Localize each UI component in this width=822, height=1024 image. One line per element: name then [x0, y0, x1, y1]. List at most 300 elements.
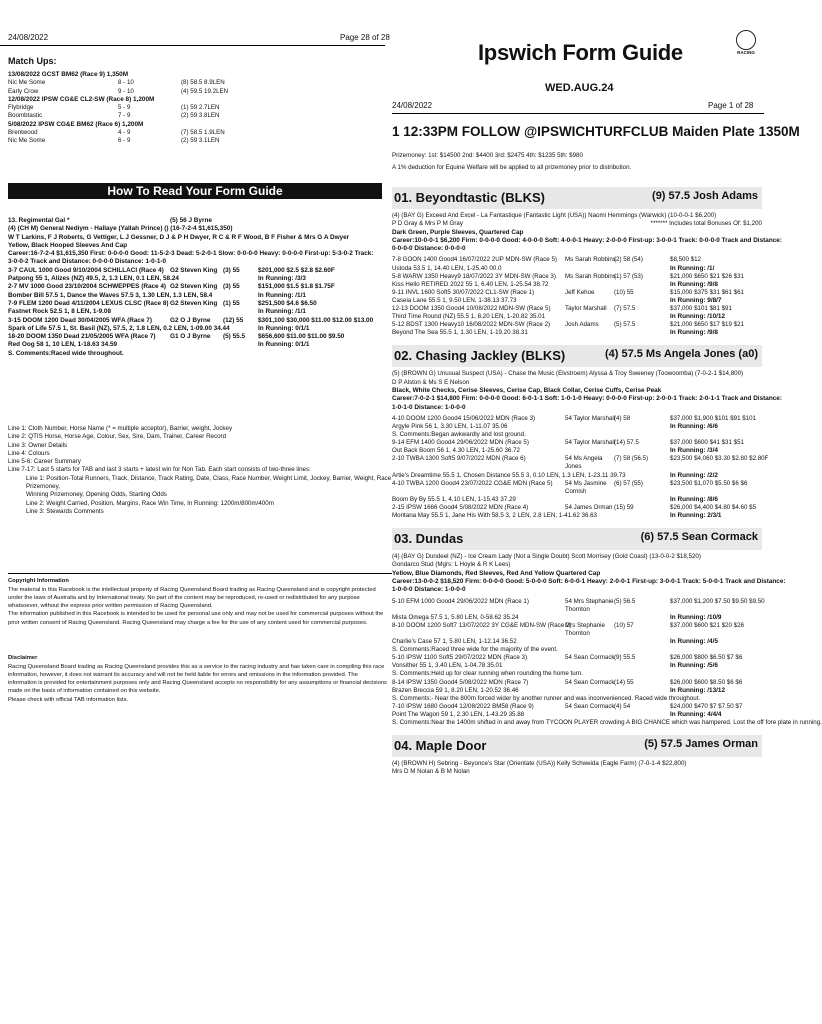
disclaimer-section — [8, 655, 388, 704]
example-start-barrier: (3) 55 — [223, 266, 240, 274]
race-day: WED.AUG.24 — [545, 82, 614, 94]
example-line-text: Red Oog 58 1, 10 LEN, 1-18.63 34.59 — [8, 341, 118, 349]
example-line — [8, 217, 382, 225]
form-line — [392, 654, 762, 662]
legend-line: Line 2: QTIS Horse, Horse Age, Colour, Sex, Sire, Dam, Trainer, Career Record — [8, 433, 227, 441]
horse-jockey: (4) 57.5 Ms Angela Jones (a0) — [604, 348, 758, 361]
match-up-horse: Brentwood — [8, 129, 38, 137]
example-line — [8, 292, 382, 300]
form-line-text: 9-14 EFM 1400 Good4 29/06/2022 MDN (Race 5) — [392, 439, 529, 447]
horse-body — [392, 553, 822, 727]
form-line — [392, 597, 765, 606]
horse-info-text: Gondarco Stud (Mgrs: L Hoyle & R K Lees) — [392, 561, 511, 569]
form-prize: In Running: /13/12 — [670, 686, 726, 694]
copyright-divider — [8, 573, 392, 574]
form-line — [392, 265, 762, 273]
form-prize: $21,000 $650 $21 $26 $31 — [670, 272, 744, 280]
example-line — [8, 308, 382, 316]
horse-info-text: Career:7-0-2-1 $14,800 Firm: 0-0-0-0 Good: 6-0-1-1 Soft: 1-0-1-0 Heavy: 0-0-0-0 First-up: 2-0-0-1 Track: 2-0-1-1 Track and Distance: — [392, 395, 782, 403]
form-prize: In Running: /6/6 — [670, 423, 718, 430]
header-date: 24/08/2022 — [8, 33, 49, 42]
form-barrier: (14) 57.5 — [614, 439, 639, 447]
form-jockey: 54 James Orman — [565, 503, 613, 511]
horse-info-line — [392, 578, 786, 586]
guide-divider — [392, 113, 764, 114]
example-start-prize: $201,000 $2.5 $2.8 $2.60F — [258, 266, 335, 274]
horse-info-text: Career:13-0-0-2 $18,520 Firm: 0-0-0-0 Good: 5-0-0-0 Soft: 6-0-0-1 Heavy: 2-0-0-1 First-up: 3-0-0-1 Track: 5-0-0-1 Track and Distance: — [392, 578, 786, 586]
disclaimer-title: Disclaimer — [8, 655, 38, 661]
form-line-text: S. Comments:Held up for clear running when rounding the home turn. — [392, 670, 583, 678]
example-jockey: (5) 56 J Byrne — [170, 217, 212, 224]
example-start-prize: $301,100 $30,000 $11.00 $12.00 $13.00 — [258, 316, 374, 324]
horse-body — [392, 212, 782, 337]
form-prize: In Running: 9/8/7 — [670, 296, 722, 304]
form-line — [392, 472, 762, 480]
racing-logo — [726, 30, 766, 55]
form-prize: $26,000 $600 $8.50 $6 $6 — [670, 678, 743, 686]
form-line — [392, 679, 762, 687]
form-prize: $37,000 $1,900 $101 $91 $101 — [670, 414, 757, 422]
form-line — [392, 313, 762, 321]
example-start-prize: In Running: 0/1/1 — [258, 324, 310, 332]
form-line-text: Artie's Dreamtime 55.5 1, Chosen Distance 55.5 3, 0.10 LEN, 1.3 LEN, 1-23.11 39.73 — [392, 471, 626, 479]
match-ups-title: Match Ups: — [8, 56, 57, 66]
form-prize: $26,000 $800 $6.50 $7 $6 — [670, 654, 743, 662]
example-line-text: 13. Regimental Gal * — [8, 217, 70, 224]
form-jockey: Jones — [565, 463, 582, 471]
copyright-title: Copyright Information — [8, 578, 69, 584]
copyright-section — [8, 578, 388, 627]
match-up-horse: Early Crow — [8, 87, 39, 95]
horse-name: 01. Beyondtastic (BLKS) — [394, 190, 545, 205]
form-barrier: (1) 57 (53) — [614, 272, 643, 280]
example-line-text: Career:16-7-2-4 $1,615,350 First: 0-0-0-0 Good: 11-5-2-3 Dead: 5-2-0-1 Slow: 0-0-0-0 Heavy: 0-0-0-0 First-up: 5-3-0-2 Track: — [8, 250, 374, 258]
form-line — [392, 297, 762, 305]
example-line-text: Patpong 55 1, Alizes (NZ) 49.5, 2, 1.3 LEN, 0.1 LEN, 58.24 — [8, 275, 179, 283]
form-prize: $37,000 $600 $41 $31 $51 — [670, 439, 744, 447]
form-jockey: Jeff Kehoe — [565, 288, 595, 296]
form-line — [392, 281, 762, 289]
form-barrier: (5) 56.5 — [614, 597, 636, 605]
legend-line: Line 7-17: Last 5 starts for TAB and last 3 starts + latest win for Non Tab. Each start consists of two-three lines: — [8, 466, 311, 474]
example-line — [8, 300, 382, 308]
form-prize: $37,000 $600 $21 $20 $26 — [670, 621, 744, 629]
match-up-result: (4) 59.5 19.2LEN — [181, 87, 229, 95]
form-line-text: Out Back Boom 56 1, 4.30 LEN, 1-25.60 36.72 — [392, 447, 520, 455]
horse-info-text: Mrs D M Nolan & B M Nolan — [392, 768, 470, 776]
how-to-read-banner: How To Read Your Form Guide — [8, 183, 382, 199]
form-line — [392, 646, 762, 654]
copyright-text-2: The information published in this Racebook is intended to be used for personal use only and may not be used for commercial purposes without the prior written consent of Racing Queensland. Racing Queensland may charge a fee for the use of any content used for commercial purposes. — [8, 611, 384, 626]
match-up-row — [8, 112, 382, 120]
form-prize: In Running: /3/4 — [670, 447, 718, 455]
form-jockey: 54 Sean Cormack — [565, 702, 615, 710]
form-line — [392, 695, 762, 703]
form-line-text: Caseia Lane 55.5 1, 9.50 LEN, 1-38.13 37.73 — [392, 296, 517, 304]
form-line — [392, 703, 762, 711]
form-line-text: 7-10 IPSW 1680 Good4 12/08/2022 BM58 (Race 9) — [392, 702, 534, 710]
form-line-text: 4-10 TWBA 1200 Good4 23/07/2022 CG&E MDN (Race 5) — [392, 479, 553, 487]
form-line-text: Ustoda 53.5 1, 14.40 LEN, 1-25.40 00.0 — [392, 264, 502, 272]
form-prize: In Running: 4/4/4 — [670, 710, 722, 718]
form-barrier: (15) 59 — [614, 503, 634, 511]
match-ups-section — [8, 55, 382, 146]
horse-info-line — [392, 395, 782, 403]
example-line — [8, 325, 382, 333]
example-line-text: Fastnet Rock 52.5 1, 8 LEN, 1-9.08 — [8, 308, 112, 316]
match-up-score: 9 - 10 — [118, 87, 134, 95]
form-prize: In Running: /9/8 — [670, 280, 718, 288]
match-up-row — [8, 137, 382, 145]
form-line-text: S. Comments:Began awkwardly and lost ground. — [392, 431, 526, 439]
form-line — [392, 711, 762, 719]
form-line — [392, 447, 762, 455]
form-line — [392, 504, 762, 512]
form-line — [392, 614, 762, 622]
form-prize: In Running: /2/2 — [670, 471, 718, 479]
example-start-prize: $656,600 $11.00 $11.00 $9.50 — [258, 333, 345, 341]
form-line-text: Montana May 55.5 1, Jane His With 58.5 3, 2 LEN, 2.8 LEN, 1-41.62 36.63 — [392, 512, 597, 520]
prizemoney: Prizemoney: 1st: $14500 2nd: $4400 3rd: $2475 4th: $1235 5th: $980 — [392, 152, 583, 159]
example-start-prize: $151,000 $1.5 $1.8 $1.75F — [258, 283, 335, 291]
example-line — [8, 283, 382, 291]
form-line-text: 9-11 INVL 1600 Soft5 30/07/2022 CL1-SW (Race 1) — [392, 288, 535, 296]
form-barrier: (4) 54 — [614, 702, 631, 710]
horse-info-line — [392, 404, 762, 412]
example-start-prize: In Running: /1/1 — [258, 291, 306, 299]
example-line-text: 7-9 FLEM 1200 Dead 4/11/2004 LEXUS CLSC (Race 8) — [8, 299, 169, 307]
horse-info-line — [392, 220, 762, 228]
example-line-text: 2-7 MV 1000 Good 23/10/2004 SCHWEPPES (Race 4) — [8, 283, 167, 291]
legend-line: Line 1: Position-Total Runners, Track, Distance, Track Rating, Date, Class, Race Number, Weight Limit, Jockey, Barrier, Weight, Race Prizemoney, — [26, 474, 392, 491]
form-line — [392, 321, 762, 329]
form-line-text: Argyle Pink 56 1, 3.30 LEN, 1-11.07 35.06 — [392, 423, 508, 430]
example-start-jockey: G2 Steven King — [170, 299, 218, 307]
horse-info-line — [392, 760, 762, 768]
horse-info-line — [392, 553, 762, 561]
example-start-barrier: (5) 55.5 — [223, 333, 246, 341]
horse-entry — [392, 345, 782, 520]
form-line — [392, 273, 762, 281]
match-up-horse: Boombtastic — [8, 112, 43, 120]
horse-jockey: (6) 57.5 Sean Cormack — [640, 531, 758, 544]
horse-info-text: (4) (BROWN H) Sebring - Beyonce's Star (Orientate (USA)) Kelly Schweida (Eagle Farm) (7-0-1-4 $22,800) — [392, 760, 687, 768]
form-line-text: 4-10 DOOM 1200 Good4 15/06/2022 MDN (Race 3) — [392, 414, 536, 422]
form-line — [392, 305, 762, 313]
match-up-result: (7) 58.5 1.9LEN — [181, 129, 225, 137]
horse-entry — [392, 735, 762, 777]
form-line-text: 5-8 WARW 1350 Heavy9 18/07/2022 3Y MDN-SW (Race 3) — [392, 272, 556, 280]
form-line-text: Beyond The Sea 55.5 1, 1.30 LEN, 1-19.20 38.31 — [392, 329, 528, 337]
horse-info-text: (4) (BAY G) Exceed And Excel - La Fantastique (Fantastic Light (USA)) Naomi Hemmings (Warwick) (10-0-0-1 $6,200) — [392, 212, 717, 219]
horse-info-line — [392, 245, 762, 253]
form-line — [392, 638, 762, 646]
horse-info-line — [392, 229, 762, 237]
example-line-text: S. Comments:Raced wide throughout. — [8, 349, 124, 357]
form-line-text: Mista Omega 57.5 1, 5.80 LEN, 0-58.62 35.24 — [392, 613, 519, 621]
form-line — [392, 687, 762, 695]
example-line-text: W T Larkins, F J Roberts, G Vettiger, L J Gessner, D J & P H Dwyer, R C & R F Wood, B F Fisher & Mrs G A Dwyer — [8, 233, 350, 241]
header-page-number: Page 28 of 28 — [340, 33, 390, 42]
match-up-result: (1) 59 2.7LEN — [181, 104, 220, 112]
form-line-text: 12-13 DOOM 1350 Good4 10/08/2022 MDN-SW (Race 5) — [392, 305, 551, 313]
form-prize: $23,500 $1,070 $5.50 $6 $6 — [670, 479, 748, 487]
legend-line: Line 4: Colours — [8, 449, 50, 457]
disclaimer-text: Racing Queensland Board trading as Racing Queensland provides this as a service to the racing industry and has taken care in compiling this race information, however, it does not warrant its accuracy and will not be held liable for errors and omissions in the information provided. The information is provided for entertainment purposes only and Racing Queensland accepts no responsibility for any assumptions or financial decisions made on the basis of information contained on this website. — [8, 663, 387, 695]
form-prize: $26,000 $4,400 $4.80 $4.60 $5 — [670, 503, 757, 511]
example-start-prize: In Running: /1/1 — [258, 308, 306, 316]
guide-date: 24/08/2022 — [392, 101, 433, 110]
example-start-prize: In Running: /3/3 — [258, 275, 306, 283]
form-prize: $21,000 $650 $17 $19 $21 — [670, 321, 744, 329]
horse-header — [392, 528, 762, 550]
horse-info-line — [392, 379, 762, 387]
legend-line: Line 2: Weight Carried, Position, Margins, Race Win Time, In Running: 1200m/800m/400m — [26, 499, 274, 507]
legend-line: Line 3: Stewards Comments — [26, 507, 104, 515]
form-prize: In Running: 2/3/1 — [670, 512, 722, 520]
match-up-result: (8) 58.5 8.9LEN — [181, 79, 225, 87]
form-line-text: 7-8 GOON 1400 Good4 16/07/2022 2UP MDN-SW (Race 5) — [392, 256, 557, 264]
horse-info-line — [392, 387, 762, 395]
example-start-barrier: (12) 55 — [223, 316, 244, 324]
form-barrier: (4) 58 — [614, 414, 631, 422]
form-line-text: Brazen Breccia 59 1, 8.20 LEN, 1-20.52 36.46 — [392, 686, 519, 694]
match-up-result: (2) 59 3.8LEN — [181, 112, 220, 120]
form-barrier: (6) 57 (55) — [614, 479, 643, 487]
race-title: 1 12:33PM FOLLOW @IPSWICHTURFCLUB Maiden Plate 1350M — [392, 124, 800, 139]
how-to-legend — [8, 425, 392, 516]
horse-header — [392, 735, 762, 757]
horse-info-text: (5) (BROWN G) Unusual Suspect (USA) - Chase the Music (Elvstroem) Alyssa & Troy Sweeney (Toowoomba) (7-0-2-1 $14,800) — [392, 370, 744, 378]
form-line-text: S. Comments:Near the 1400m shifted in and away from TYCOON PLAYER crowding A BIG CHANCE which was hampered. Lost the off fore plate in running. — [392, 719, 822, 727]
form-prize: In Running: /9/8 — [670, 329, 718, 337]
form-line — [392, 329, 762, 337]
form-barrier: (7) 57.5 — [614, 305, 636, 313]
form-line-text: Charlie's Case 57 1, 5.80 LEN, 1-12.14 36.52 — [392, 638, 517, 646]
form-prize: In Running: /8/6 — [670, 495, 718, 503]
form-line — [392, 289, 762, 297]
example-line — [8, 275, 382, 283]
form-barrier: (10) 57 — [614, 621, 634, 629]
form-jockey: 54 Taylor Marshall — [565, 414, 616, 422]
form-barrier: (2) 58 (54) — [614, 256, 643, 264]
match-up-score: 7 - 9 — [118, 112, 131, 120]
horse-info-line — [392, 370, 762, 378]
legend-line: Line 1: Cloth Number, Horse Name (* = multiple acceptor), Barrier, weight, Jockey — [8, 425, 233, 432]
horse-info-line — [392, 586, 762, 594]
example-start-jockey: G1 O J Byrne — [170, 333, 211, 341]
example-start-barrier: (1) 55 — [223, 299, 240, 307]
form-line-text: 5-10 IPSW 1100 Soft5 29/07/2022 MDN (Race 3) — [392, 654, 528, 662]
horse-info-line — [392, 768, 762, 776]
example-line-text: 3-0-0-2 Track and Distance: 0-0-0-0 Distance: 1-0-1-0 — [8, 258, 167, 266]
example-start-jockey: G2 Steven King — [170, 266, 218, 274]
match-up-race: 12/08/2022 IPSW CG&E CL2-SW (Race 8) 1,200M — [8, 95, 155, 103]
match-up-race: 5/08/2022 IPSW CG&E BM62 (Race 6) 1,200M — [8, 120, 144, 128]
form-jockey: 54 Sean Cormack — [565, 678, 615, 686]
form-jockey: Mrs Stephanie — [565, 621, 605, 629]
racing-logo-text: RACING — [737, 50, 755, 55]
horse-header — [392, 345, 762, 367]
legend-line: Winning Prizemoney, Opening Odds, Starting Odds — [26, 491, 167, 499]
form-prize: $37,000 $1,200 $7.50 $9.50 $9.50 — [670, 597, 765, 605]
horse-info-text: Black, White Checks, Cerise Sleeves, Cerise Cap, Black Collar, Cerise Cuffs, Cerise Peak — [392, 387, 662, 395]
horse-name: 02. Chasing Jackley (BLKS) — [394, 348, 566, 364]
example-line — [8, 234, 382, 242]
form-line — [392, 496, 762, 504]
form-line — [392, 439, 762, 447]
form-line-text: Point The Wagon 59 1, 2.30 LEN, 1-43.29 35.88 — [392, 710, 525, 718]
form-line-text: 2-15 IPSW 1666 Good4 5/08/2022 MDN (Race 4) — [392, 503, 529, 511]
example-line-text: (4) (CH M) General Nediym - Hallaye (Yallah Prince) () (16-7-2-4 $1,615,350) — [8, 225, 233, 233]
form-barrier: (9) 55.5 — [614, 654, 636, 662]
horse-header — [392, 187, 762, 209]
horse-body — [392, 760, 762, 777]
guide-page: Page 1 of 28 — [708, 101, 754, 110]
horse-info-text: P D Gray & Mrs P M Gray — [392, 220, 463, 228]
form-jockey: 54 Sean Cormack — [565, 654, 615, 662]
horse-info-line — [392, 212, 762, 220]
form-prize: In Running: /5/6 — [670, 662, 718, 670]
example-line — [8, 333, 382, 341]
form-prize: In Running: /10/12 — [670, 313, 726, 321]
horse-info-text: Career:10-0-0-1 $6,200 Firm: 0-0-0-0 Good: 4-0-0-0 Soft: 4-0-0-1 Heavy: 2-0-0-0 First-up: 3-0-0-1 Track: 0-0-0-0 Track and Distance: — [392, 236, 782, 244]
form-line — [392, 488, 762, 496]
form-line — [392, 719, 822, 727]
horse-bonus: ******* Includes total Bonuses Of: $1,200 — [650, 220, 762, 228]
form-prize: $23,500 $4,060 $3.30 $2.80 $2.80F — [670, 455, 769, 463]
racing-logo-icon — [736, 30, 756, 50]
header-divider — [0, 45, 385, 46]
form-prize: $24,000 $470 $7 $7.50 $7 — [670, 702, 743, 710]
horse-info-text: (4) (BAY G) Dundeel (NZ) - Ice Cream Lady (Not a Single Doubt) Scott Morrisey (Gold Coast) (13-0-0-2 $18,520) — [392, 553, 701, 561]
legend-line: Line 5-6: Career Summary — [8, 458, 81, 466]
form-line — [392, 480, 762, 488]
horse-info-text: Dark Green, Purple Sleeves, Quartered Cap — [392, 228, 524, 236]
horse-info-line — [392, 561, 762, 569]
form-line-text: 2-10 TWBA 1300 Soft5 9/07/2022 MDN (Race 6) — [392, 455, 526, 463]
example-start-jockey: G2 Steven King — [170, 283, 218, 291]
horse-info-line — [392, 236, 782, 245]
example-start-prize: $251,500 $4.6 $6.50 — [258, 299, 317, 307]
horse-name: 03. Dundas — [394, 531, 464, 547]
form-line-text: S. Comments:- Near the 800m forced wider by another runner and was inconvenienced. Raced wide throughout. — [392, 694, 701, 702]
form-prize: In Running: /10/9 — [670, 613, 722, 621]
form-prize: In Running: /4/5 — [670, 638, 718, 646]
match-up-horse: Nic Me Some — [8, 79, 46, 87]
match-up-score: 5 - 9 — [118, 104, 131, 112]
form-jockey: Ms Sarah Robbins — [565, 272, 616, 280]
form-line-text: 8-14 IPSW 1350 Good4 5/08/2022 MDN (Race 7) — [392, 678, 529, 686]
form-line — [392, 423, 762, 431]
form-line-text: Vonsither 55 1, 3.40 LEN, 1-04.78 35.01 — [392, 662, 503, 670]
form-line — [392, 670, 762, 678]
form-line — [392, 455, 769, 463]
example-start-barrier: (3) 55 — [223, 283, 240, 291]
form-line — [392, 415, 762, 423]
form-barrier: (14) 55 — [614, 678, 634, 686]
example-line-text: Yellow, Black Hooped Sleeves And Cap — [8, 241, 128, 249]
form-jockey: 54 Mrs Stephanie — [565, 597, 614, 605]
horse-info-text: 1-0-1-0 Distance: 1-0-0-0 — [392, 403, 466, 411]
form-jockey: 54 Ms Angela — [565, 455, 603, 463]
horse-entry — [392, 187, 782, 337]
match-up-score: 6 - 9 — [118, 137, 131, 145]
example-line — [8, 350, 382, 358]
horse-jockey: (5) 57.5 James Orman — [644, 738, 758, 751]
match-up-row — [8, 79, 382, 87]
form-line — [392, 463, 762, 471]
form-prize: $15,000 $375 $31 $61 $61 — [670, 288, 744, 296]
example-start-prize: In Running: 0/1/1 — [258, 341, 310, 349]
example-line — [8, 250, 382, 258]
form-line-text: S. Comments:Raced three wide for the majority of the event. — [392, 646, 558, 654]
example-line — [8, 317, 382, 325]
form-line — [392, 512, 762, 520]
form-barrier: (7) 58 (56.5) — [614, 455, 649, 463]
form-jockey: Taylor Marshall — [565, 305, 607, 313]
form-jockey: Thornton — [565, 605, 590, 613]
form-jockey: 54 Ms Jasmine — [565, 479, 607, 487]
horse-body — [392, 370, 782, 520]
guide-title: Ipswich Form Guide — [478, 40, 683, 65]
horse-info-text: Yellow, Blue Diamonds, Red Sleeves, Red And Yellow Quartered Cap — [392, 569, 601, 577]
form-line-text: 5-10 EFM 1000 Good4 29/06/2022 MDN (Race 1) — [392, 597, 529, 605]
horse-jockey: (9) 57.5 Josh Adams — [652, 190, 758, 202]
example-line-text: Bomber Bill 57.5 1, Dance the Waves 57.5 3, 1.30 LEN, 1.3 LEN, 58.4 — [8, 291, 213, 299]
match-up-horse: Flybridge — [8, 104, 34, 112]
example-line — [8, 225, 382, 233]
form-line — [392, 630, 762, 638]
horse-info-text: D P Alston & Ms S E Nelson — [392, 378, 470, 386]
form-prize: $37,000 $101 $81 $91 — [670, 305, 732, 313]
form-barrier: (5) 57.5 — [614, 321, 636, 329]
form-line-text: 5-12 BDST 1300 Heavy10 16/08/2022 MDN-SW (Race 2) — [392, 321, 551, 329]
how-to-example — [8, 217, 382, 358]
legend-line: Line 3: Owner Details — [8, 441, 68, 449]
form-barrier: (10) 55 — [614, 288, 634, 296]
form-line — [392, 662, 762, 670]
horse-info-text: 1-0-0-0 Distance: 1-0-0-0 — [392, 586, 466, 594]
example-line — [8, 242, 382, 250]
example-line-text: 18-20 DOOM 1350 Dead 21/05/2005 WFA (Race 7) — [8, 333, 156, 341]
example-line — [8, 267, 382, 275]
form-jockey: Cornish — [565, 487, 587, 495]
horse-entry — [392, 528, 822, 727]
form-line-text: Boom By By 55.5 1, 4.10 LEN, 1-15.43 37.29 — [392, 495, 516, 503]
form-line-text: Third Time Round (NZ) 55.5 1, 8.20 LEN, 1-20.82 35.01 — [392, 313, 546, 321]
match-up-score: 4 - 9 — [118, 129, 131, 137]
form-jockey: Ms Sarah Robbins — [565, 256, 616, 264]
form-line — [392, 256, 762, 264]
match-up-score: 8 - 10 — [118, 79, 134, 87]
form-prize: In Running: /1/ — [670, 264, 715, 272]
form-jockey: Thornton — [565, 629, 590, 637]
match-up-result: (2) 59 3.1LEN — [181, 137, 220, 145]
match-up-row — [8, 129, 382, 137]
example-start-jockey: G2 O J Byrne — [170, 316, 211, 324]
disclaimer-text-2: Please check with official TAB information lists. — [8, 696, 129, 703]
horse-list — [392, 187, 822, 785]
form-line — [392, 431, 762, 439]
match-up-race: 13/08/2022 GCST BM62 (Race 9) 1,350M — [8, 71, 129, 78]
horse-name: 04. Maple Door — [394, 738, 487, 754]
form-jockey: Josh Adams — [565, 321, 599, 329]
copyright-text: The material in this Racebook is the intellectual property of Racing Queensland Board trading as Racing Queensland and is copyright protected under the laws of Australia and by International treaty. No part of the content may be reproduced, re-used or redistributed for any purpose whatsoever, without the express prior written permission of Racing Queensland. — [8, 586, 376, 610]
form-line-text: Kiss Hello RETIRED 2022 55 1, 6.40 LEN, 1-25.54 38.72 — [392, 280, 549, 288]
form-line-text: 8-10 DOOM 1200 Soft7 13/07/2022 3Y CG&E MDN-SW (Race 2) — [392, 621, 572, 629]
example-line-text: Spark of Life 57.5 1, St. Basil (NZ), 57.5, 2, 1.8 LEN, 0.2 LEN, 1-09.00 34.44 — [8, 324, 230, 332]
